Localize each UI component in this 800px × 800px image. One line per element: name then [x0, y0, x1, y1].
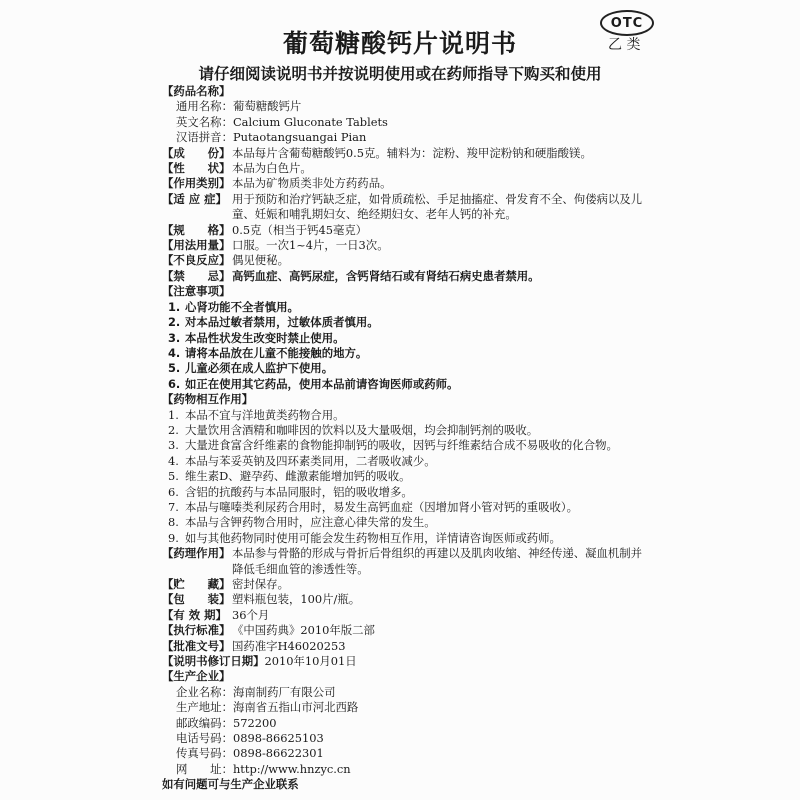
postcode-row — [162, 716, 652, 731]
item-text: 对本品过敏者禁用，过敏体质者慎用。 — [185, 315, 379, 330]
common-name-label: 通用名称： — [176, 99, 233, 114]
dosage-row — [162, 238, 652, 253]
section-label-contraindication: 【禁 忌】 — [162, 268, 231, 283]
contact-note — [162, 777, 652, 792]
section-label-ingredients: 【成 份】 — [162, 145, 231, 160]
list-item — [162, 515, 652, 530]
ingredients-text: 本品每片含葡萄糖酸钙0.5克。辅料为：淀粉、羧甲淀粉钠和硬脂酸镁。 — [232, 145, 592, 160]
website-row — [162, 762, 652, 777]
item-text: 本品与苯妥英钠及四环素类同用，二者吸收减少。 — [185, 453, 436, 468]
section-label-indication: 【适 应 症】 — [162, 191, 227, 206]
ingredients-row — [162, 146, 652, 161]
item-number: 2. — [168, 422, 179, 437]
manufacturer-section — [162, 669, 652, 684]
common-name-value: 葡萄糖酸钙片 — [232, 99, 302, 114]
appearance-row — [162, 161, 652, 176]
section-label-dosage: 【用法用量】 — [162, 238, 231, 253]
item-text: 儿童必须在成人监护下使用。 — [185, 361, 334, 376]
pinyin-name-label: 汉语拼音： — [176, 130, 233, 145]
section-label-pharmacology: 【药理作用】 — [162, 546, 231, 561]
section-label-drug-name: 【药品名称】 — [162, 84, 231, 98]
item-number: 6. — [168, 484, 179, 499]
item-number: 1. — [168, 299, 181, 314]
item-text: 大量进食富含纤维素的食物能抑制钙的吸收，因钙与纤维素结合成不易吸收的化合物。 — [185, 438, 618, 453]
item-number: 8. — [168, 515, 179, 530]
category-row — [162, 176, 652, 191]
item-text: 大量饮用含酒精和咖啡因的饮料以及大量吸烟，均会抑制钙剂的吸收。 — [185, 422, 539, 437]
contraindication-text: 高钙血症、高钙尿症，含钙肾结石或有肾结石病史患者禁用。 — [232, 268, 540, 283]
list-item — [162, 361, 652, 376]
adverse-text: 偶见便秘。 — [232, 253, 289, 268]
item-text: 请将本品放在儿童不能接触的地方。 — [185, 345, 368, 360]
category-text: 本品为矿物质类非处方药药品。 — [232, 176, 392, 191]
validity-row — [162, 608, 652, 623]
address-value: 海南省五指山市河北西路 — [232, 700, 359, 715]
standard-text: 《中国药典》2010年版二部 — [232, 623, 375, 638]
pharmacology-text: 本品参与骨骼的形成与骨折后骨组织的再建以及肌肉收缩、神经传递、凝血机制并降低毛细血管的渗透性等。 — [232, 546, 643, 576]
leaflet-body — [162, 84, 652, 793]
interactions-section — [162, 392, 652, 407]
fax-label: 传真号码： — [176, 746, 233, 761]
list-item — [162, 377, 652, 392]
list-item — [162, 531, 652, 546]
standard-row — [162, 623, 652, 638]
item-number: 6. — [168, 376, 181, 391]
section-label-package: 【包 装】 — [162, 592, 231, 607]
storage-row — [162, 577, 652, 592]
otc-class-label: 乙 类 — [608, 37, 641, 53]
package-text: 塑料瓶包装，100片/瓶。 — [232, 592, 361, 607]
item-text: 含铝的抗酸药与本品同服时，铝的吸收增多。 — [185, 484, 413, 499]
otc-badge: OTC — [600, 10, 654, 36]
english-name-value: Calcium Gluconate Tablets — [232, 114, 388, 129]
company-name-value: 海南制药厂有限公司 — [232, 684, 336, 699]
item-number: 4. — [168, 345, 181, 360]
website-value: http://www.hnzyc.cn — [232, 761, 351, 776]
contact-note-text: 如有问题可与生产企业联系 — [162, 777, 299, 792]
section-label-manufacturer: 【生产企业】 — [162, 669, 231, 684]
company-name-label: 企业名称： — [176, 684, 233, 699]
list-item — [162, 485, 652, 500]
item-number: 3. — [168, 330, 181, 345]
item-number: 2. — [168, 315, 181, 330]
section-label-revision: 【说明书修订日期】 — [162, 654, 265, 669]
common-name-row — [162, 99, 652, 114]
item-text: 维生素D、避孕药、雌激素能增加钙的吸收。 — [185, 469, 411, 484]
pinyin-name-row — [162, 130, 652, 145]
item-number: 4. — [168, 453, 179, 468]
validity-text: 36个月 — [232, 607, 270, 622]
postcode-value: 572200 — [232, 715, 277, 730]
revision-text: 2010年10月01日 — [264, 654, 357, 669]
section-label-precautions: 【注意事项】 — [162, 284, 231, 299]
phone-value: 0898-86625103 — [232, 731, 324, 746]
item-number: 5. — [168, 469, 179, 484]
list-item — [162, 454, 652, 469]
section-label-appearance: 【性 状】 — [162, 161, 231, 176]
item-text: 本品与含钾药物合用时，应注意心律失常的发生。 — [185, 515, 436, 530]
item-text: 如与其他药物同时使用可能会发生药物相互作用，详情请咨询医师或药师。 — [185, 530, 561, 545]
contraindication-row — [162, 269, 652, 284]
list-item — [162, 408, 652, 423]
spec-row — [162, 223, 652, 238]
adverse-row — [162, 253, 652, 268]
section-label-approval: 【批准文号】 — [162, 638, 231, 653]
item-text: 心肾功能不全者慎用。 — [185, 299, 299, 314]
precautions-section — [162, 284, 652, 299]
item-number: 7. — [168, 499, 179, 514]
list-item — [162, 438, 652, 453]
item-number: 5. — [168, 361, 181, 376]
section-label-interactions: 【药物相互作用】 — [162, 392, 254, 407]
spec-text: 0.5克（相当于钙45毫克） — [232, 222, 368, 237]
document-title: 葡萄糖酸钙片说明书 — [282, 29, 517, 58]
approval-row — [162, 639, 652, 654]
interactions-list — [162, 408, 652, 547]
address-row — [162, 700, 652, 715]
revision-row — [162, 654, 652, 669]
storage-text: 密封保存。 — [232, 577, 289, 591]
list-item — [162, 346, 652, 361]
fax-row — [162, 746, 652, 761]
indication-text: 用于预防和治疗钙缺乏症，如骨质疏松、手足抽搐症、骨发育不全、佝偻病以及儿童、妊娠和哺乳期妇女、绝经期妇女、老年人钙的补充。 — [232, 191, 643, 222]
section-label-validity: 【有 效 期】 — [162, 607, 227, 622]
package-row — [162, 592, 652, 607]
list-item — [162, 500, 652, 515]
approval-text: 国药准字H46020253 — [232, 638, 346, 653]
section-label-category: 【作用类别】 — [162, 176, 231, 191]
list-item — [162, 300, 652, 315]
list-item — [162, 315, 652, 330]
english-name-row — [162, 115, 652, 130]
address-label: 生产地址： — [176, 700, 233, 715]
company-name-row — [162, 685, 652, 700]
phone-row — [162, 731, 652, 746]
section-label-storage: 【贮 藏】 — [162, 577, 231, 591]
item-text: 本品与噻嗪类利尿药合用时，易发生高钙血症（因增加肾小管对钙的重吸收）。 — [185, 499, 578, 514]
appearance-text: 本品为白色片。 — [232, 161, 312, 176]
fax-value: 0898-86622301 — [232, 746, 324, 761]
phone-label: 电话号码： — [176, 731, 233, 746]
dosage-text: 口服。一次1~4片，一日3次。 — [232, 238, 389, 253]
indication-row — [162, 192, 652, 223]
section-label-adverse: 【不良反应】 — [162, 253, 231, 268]
list-item — [162, 469, 652, 484]
drug-name-section — [162, 84, 652, 99]
section-label-standard: 【执行标准】 — [162, 623, 231, 638]
item-number: 3. — [168, 438, 179, 453]
section-label-spec: 【规 格】 — [162, 222, 231, 237]
pharmacology-row — [162, 546, 652, 577]
website-label: 网 址： — [176, 761, 233, 776]
item-text: 本品不宜与洋地黄类药物合用。 — [185, 407, 345, 422]
item-number: 1. — [168, 407, 179, 422]
precautions-list — [162, 300, 652, 392]
item-text: 本品性状发生改变时禁止使用。 — [185, 330, 345, 345]
english-name-label: 英文名称： — [176, 114, 233, 129]
item-number: 9. — [168, 530, 179, 545]
item-text: 如正在使用其它药品，使用本品前请咨询医师或药师。 — [185, 376, 459, 391]
pinyin-name-value: Putaotangsuangai Pian — [232, 130, 367, 145]
postcode-label: 邮政编码： — [176, 715, 233, 730]
document-subtitle: 请仔细阅读说明书并按说明使用或在药师指导下购买和使用 — [198, 65, 602, 83]
list-item — [162, 331, 652, 346]
list-item — [162, 423, 652, 438]
